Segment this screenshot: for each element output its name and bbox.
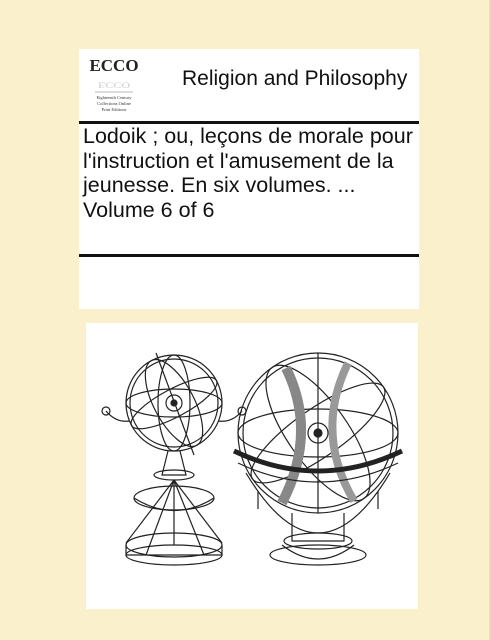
svg-text:Collections Online: Collections Online (97, 101, 131, 106)
svg-text:Eighteenth Century: Eighteenth Century (96, 95, 132, 100)
svg-text:Print Editions: Print Editions (101, 107, 127, 112)
armillary-sphere-left-icon (102, 351, 246, 565)
svg-text:ECCO: ECCO (98, 80, 130, 90)
series-label: Religion and Philosophy (182, 67, 408, 90)
armillary-sphere-right-icon (234, 350, 402, 565)
divider-bottom (79, 254, 419, 257)
ecco-logo (87, 54, 141, 116)
svg-text:ECCO: ECCO (89, 56, 139, 75)
book-title: Lodoik ; ou, leçons de morale pour l'instruction et l'amusement de la jeunesse. En six volumes. ... Volume 6 of 6 (83, 124, 413, 222)
cover-illustration (86, 323, 418, 609)
